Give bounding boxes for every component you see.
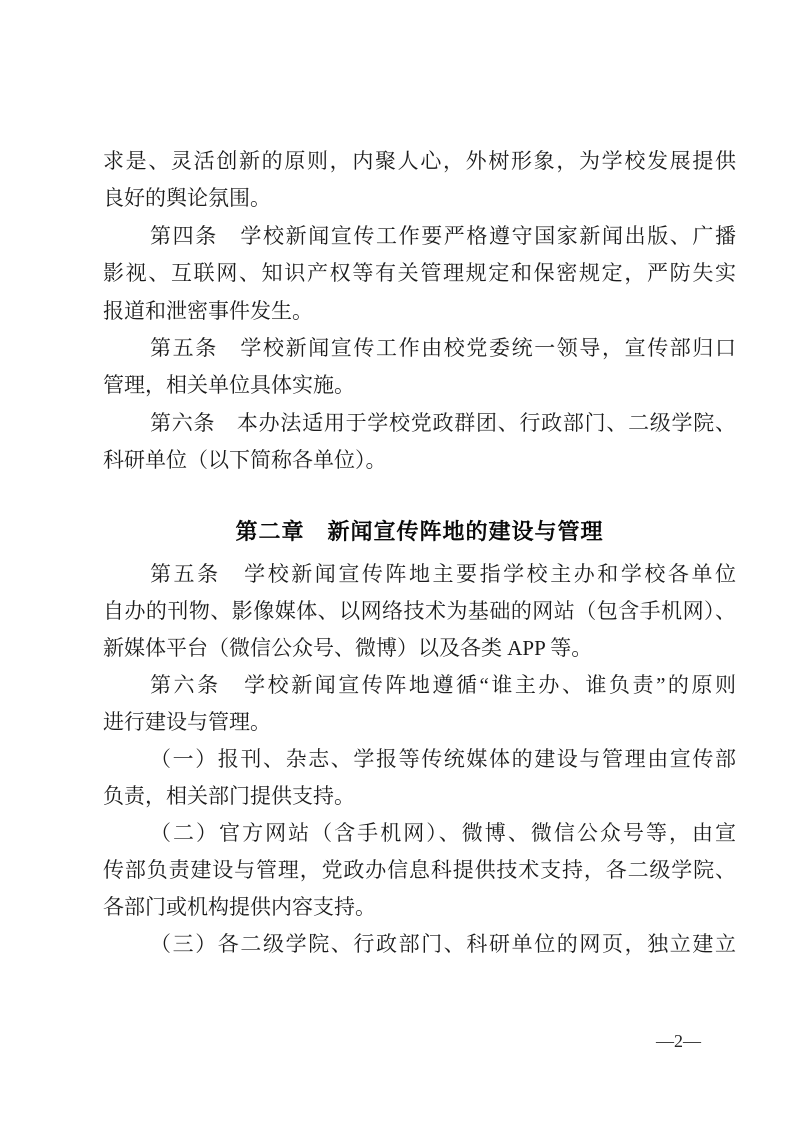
- text-line: 第五条 学校新闻宣传阵地主要指学校主办和学校各单位: [150, 561, 736, 586]
- page-number: —2—: [656, 1031, 701, 1051]
- text-line: 报道和泄密事件发生。: [103, 298, 313, 323]
- text-line: 自办的刊物、影像媒体、以网络技术为基础的网站（包含手机网）、: [103, 598, 736, 623]
- section-after-heading: [103, 556, 736, 963]
- text-line: 良好的舆论氛围。: [103, 186, 271, 211]
- text-line: 第四条 学校新闻宣传工作要严格遵守国家新闻出版、广播: [150, 223, 736, 248]
- text-line: 影视、互联网、知识产权等有关管理规定和保密规定，严防失实: [103, 261, 736, 286]
- section-before-heading: [103, 143, 736, 480]
- text-line: 传部负责建设与管理，党政办信息科提供技术支持，各二级学院、: [103, 857, 736, 882]
- text-line: 第五条 学校新闻宣传工作由校党委统一领导，宣传部归口: [150, 335, 736, 360]
- text-line: 各部门或机构提供内容支持。: [103, 894, 376, 919]
- text-line: 第六条 学校新闻宣传阵地遵循“谁主办、谁负责”的原则: [150, 672, 736, 697]
- text-line: 求是、灵活创新的原则，内聚人心，外树形象，为学校发展提供: [103, 149, 736, 173]
- text-line: 新媒体平台（微信公众号、微博）以及各类 APP 等。: [103, 635, 593, 660]
- text-line: 管理，相关单位具体实施。: [103, 373, 355, 398]
- text-line: 进行建设与管理。: [103, 709, 271, 734]
- text-line: 科研单位（以下简称各单位）。: [103, 448, 387, 473]
- text-line: （二）官方网站（含手机网）、微博、微信公众号等，由宣: [150, 820, 736, 845]
- text-line: （一）报刊、杂志、学报等传统媒体的建设与管理由宣传部: [150, 746, 736, 771]
- text-line: （三）各二级学院、行政部门、科研单位的网页，独立建立: [150, 931, 736, 956]
- chapter-heading: 第二章 新闻宣传阵地的建设与管理: [235, 518, 604, 544]
- text-line: 第六条 本办法适用于学校党政群团、行政部门、二级学院、: [150, 410, 736, 435]
- document-body: [103, 143, 736, 963]
- text-line: 负责，相关部门提供支持。: [103, 783, 355, 808]
